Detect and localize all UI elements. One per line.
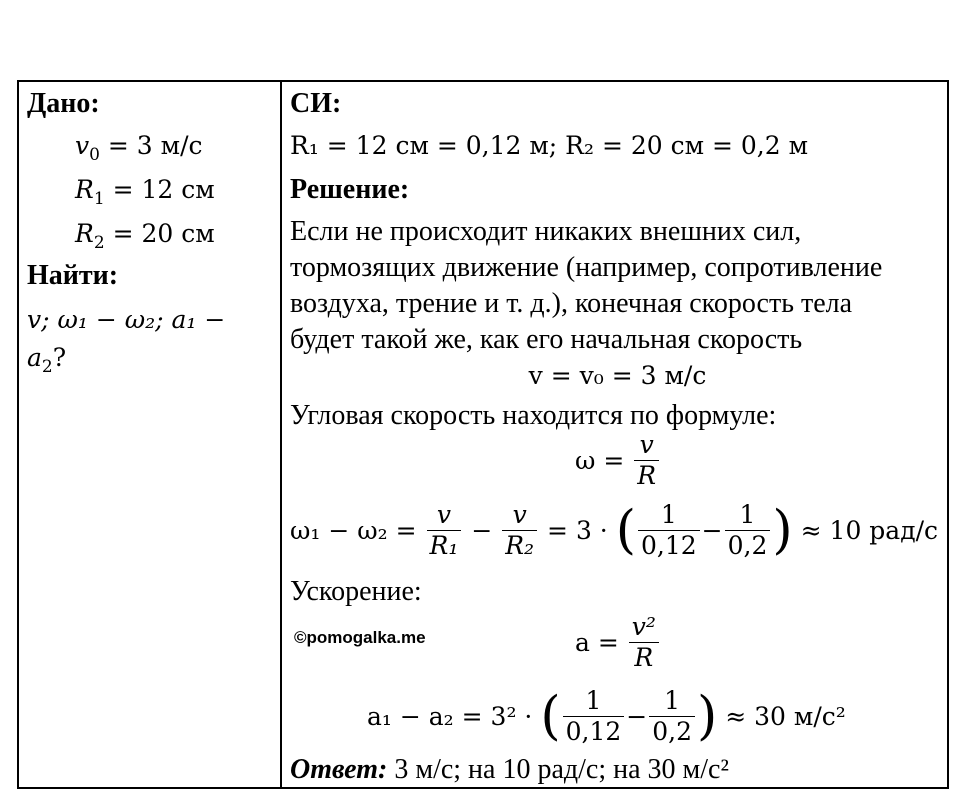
acceleration-formula: a = $\frac{\text{v²}}{R}$ xyxy=(575,612,661,673)
solution-paragraph-line-2: тормозящих движение (например, сопротивление xyxy=(290,252,883,283)
given-r2: $R_2 = 20$ см xyxy=(75,219,215,253)
solution-table xyxy=(17,80,949,789)
acceleration-difference-formula: a₁ − a₂ = 3² · ( $\frac{1}{0,12}$ − $\frac{1}{0,2}$ ) ≈ 30 м/с² xyxy=(367,686,846,747)
solution-paragraph-line-1: Если не происходит никаких внешних сил, xyxy=(290,216,802,247)
given-v0: $v_0 = 3$ м/с xyxy=(75,131,203,165)
solution-paragraph-line-4: будет такой же, как его начальная скорость xyxy=(290,324,803,355)
omega-formula: ω = $\frac{v}{R}$ xyxy=(575,430,661,491)
answer-line xyxy=(290,752,729,788)
column-divider xyxy=(280,82,282,787)
answer-text: 3 м/с; на 10 рад/с; на 30 м/с² xyxy=(387,754,729,785)
solution-header: Решение: xyxy=(290,174,410,205)
find-line-2: $a_2$? xyxy=(27,343,67,377)
answer-label: Ответ: xyxy=(290,754,388,785)
given-r1: $R_1 = 12$ см xyxy=(75,175,215,209)
solution-paragraph-line-3: воздуха, трение и т. д.), конечная скорость тела xyxy=(290,288,853,319)
angular-velocity-text: Угловая скорость находится по формуле: xyxy=(290,400,777,431)
watermark: ©pomogalka.me xyxy=(294,628,426,647)
omega-fraction: $\frac{v}{R}$ xyxy=(634,430,659,491)
given-header: Дано: xyxy=(27,88,100,119)
si-header: СИ: xyxy=(290,88,342,119)
find-line-1: v; ω₁ − ω₂; a₁ − xyxy=(27,305,226,334)
acceleration-text: Ускорение: xyxy=(290,576,422,607)
velocity-equation: v = v₀ = 3 м/с xyxy=(528,361,707,390)
omega-difference-formula: ω₁ − ω₂ = $\frac{v}{\text{R₁}}$ − $\frac{v}{\text{R₂}}$ = 3 · ( $\frac{1}{0,12}$ − $\frac{1}{0,2}$ ) ≈ 10 рад/с xyxy=(290,500,939,561)
find-header: Найти: xyxy=(27,260,119,291)
si-line: R₁ = 12 см = 0,12 м; R₂ = 20 см = 0,2 м xyxy=(290,131,809,160)
